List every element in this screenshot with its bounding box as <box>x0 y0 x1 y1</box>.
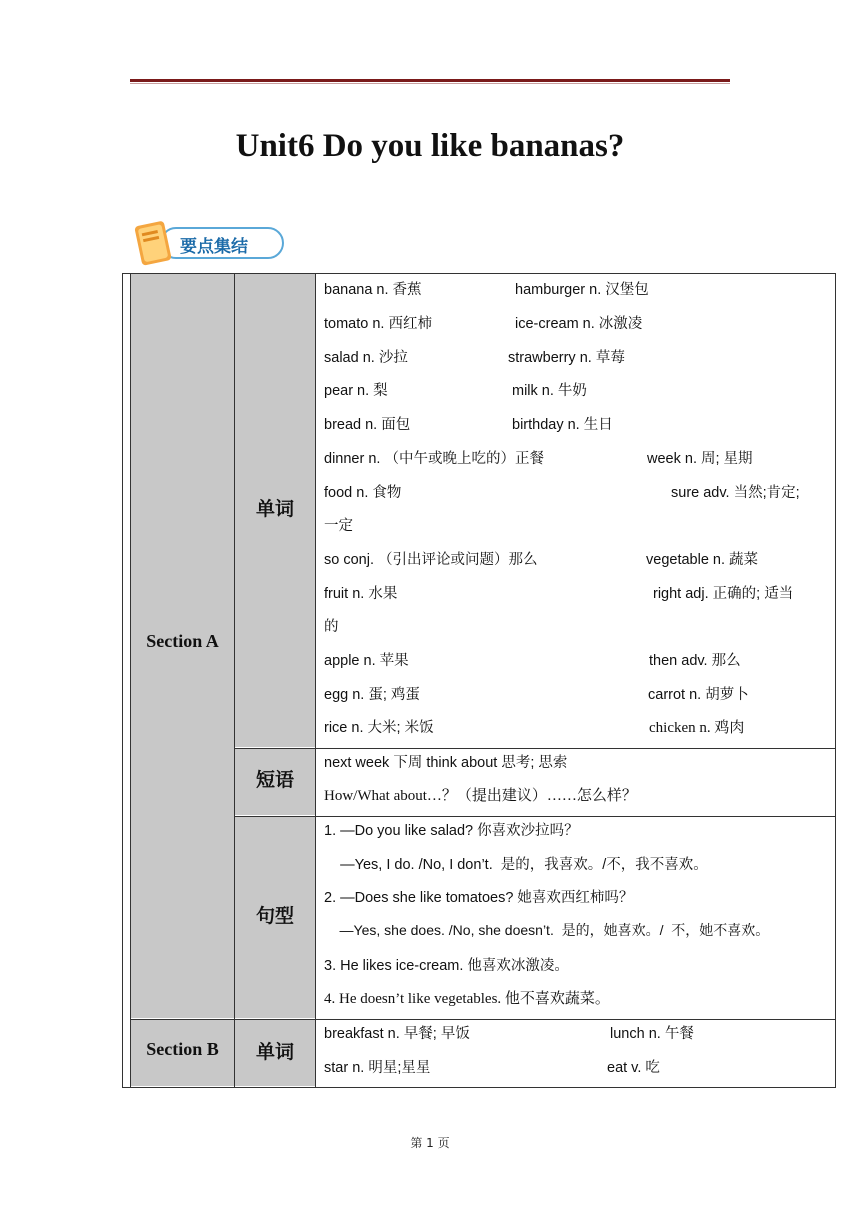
vocab-item: 一定 <box>324 518 353 534</box>
vocab-item: week n. 周; 星期 <box>647 451 753 467</box>
badge-label: 要点集结 <box>180 237 248 257</box>
header-rule-shadow <box>130 83 730 84</box>
divider <box>130 273 131 1087</box>
vocab-item: egg n. 蛋; 鸡蛋 <box>324 687 420 703</box>
phrase-item: How/What about…？（提出建议）……怎么样？ <box>324 788 637 804</box>
vocab-b-item: lunch n. 午餐 <box>610 1026 694 1042</box>
header-rule <box>130 79 730 82</box>
vocab-item: hamburger n. 汉堡包 <box>515 282 649 298</box>
vocab-item: tomato n. 西红柿 <box>324 316 432 332</box>
words-label: 单词 <box>255 498 294 520</box>
vocab-item: so conj. （引出评论或问题）那么 <box>324 552 538 568</box>
sentences-label: 句型 <box>255 905 294 927</box>
vocab-b-item: eat v. 吃 <box>607 1060 660 1076</box>
vocab-item: strawberry n. 草莓 <box>508 350 625 366</box>
sentence-item: 2. —Does she like tomatoes? 她喜欢西红柿吗？ <box>324 890 634 906</box>
phrases-label: 短语 <box>255 769 294 791</box>
vocab-item: chicken n. 鸡肉 <box>649 720 745 736</box>
vocab-item: food n. 食物 <box>324 485 402 501</box>
vocab-item: right adj. 正确的; 适当 <box>653 586 794 602</box>
words-b-label: 单词 <box>255 1041 294 1063</box>
vocab-item: rice n. 大米; 米饭 <box>324 720 434 736</box>
vocab-item: sure adv. 当然;肯定; <box>671 485 800 501</box>
phrase-item: next week 下周 think about 思考; 思索 <box>324 755 568 771</box>
vocab-item: salad n. 沙拉 <box>324 350 408 366</box>
vocab-item: then adv. 那么 <box>649 653 741 669</box>
vocab-item: fruit n. 水果 <box>324 586 398 602</box>
vocab-item: dinner n. （中午或晚上吃的）正餐 <box>324 451 544 467</box>
sentence-item: —Yes, she does. /No, she doesn’t. 是的，她喜欢。/ 不，她不喜欢。 <box>324 922 770 938</box>
divider <box>234 273 235 1087</box>
badge-pill <box>160 227 284 259</box>
section-b-label: Section B <box>146 1039 219 1059</box>
vocab-item: birthday n. 生日 <box>512 417 613 433</box>
page-title: Unit6 Do you like bananas? <box>235 128 625 164</box>
sentence-item: 1. —Do you like salad? 你喜欢沙拉吗？ <box>324 823 579 839</box>
sentence-item: 4. He doesn’t like vegetables. 他不喜欢蔬菜。 <box>324 991 610 1007</box>
divider <box>130 1019 835 1020</box>
vocab-item: apple n. 苹果 <box>324 653 409 669</box>
section-badge <box>132 215 284 267</box>
vocab-item: banana n. 香蕉 <box>324 282 422 298</box>
summary-table <box>122 273 836 1088</box>
vocab-item: pear n. 梨 <box>324 383 388 399</box>
divider <box>234 748 835 749</box>
vocab-item: vegetable n. 蔬菜 <box>646 552 759 568</box>
divider <box>234 816 835 817</box>
page-number: 第 1 页 <box>410 1136 450 1150</box>
divider <box>315 273 316 1087</box>
vocab-b-item: star n. 明星;星星 <box>324 1060 431 1076</box>
book-icon <box>132 217 176 267</box>
vocab-item: bread n. 面包 <box>324 417 411 433</box>
vocab-item: ice-cream n. 冰激凌 <box>515 316 643 332</box>
vocab-item: milk n. 牛奶 <box>512 383 587 399</box>
vocab-b-item: breakfast n. 早餐; 早饭 <box>324 1026 470 1042</box>
section-a-label: Section A <box>146 631 219 651</box>
sentence-item: —Yes, I do. /No, I don’t. 是的，我喜欢。/不，我不喜欢。 <box>324 857 708 873</box>
vocab-item: 的 <box>324 619 339 635</box>
vocab-item: carrot n. 胡萝卜 <box>648 687 749 703</box>
sentence-item: 3. He likes ice-cream. 他喜欢冰激凌。 <box>324 958 569 974</box>
